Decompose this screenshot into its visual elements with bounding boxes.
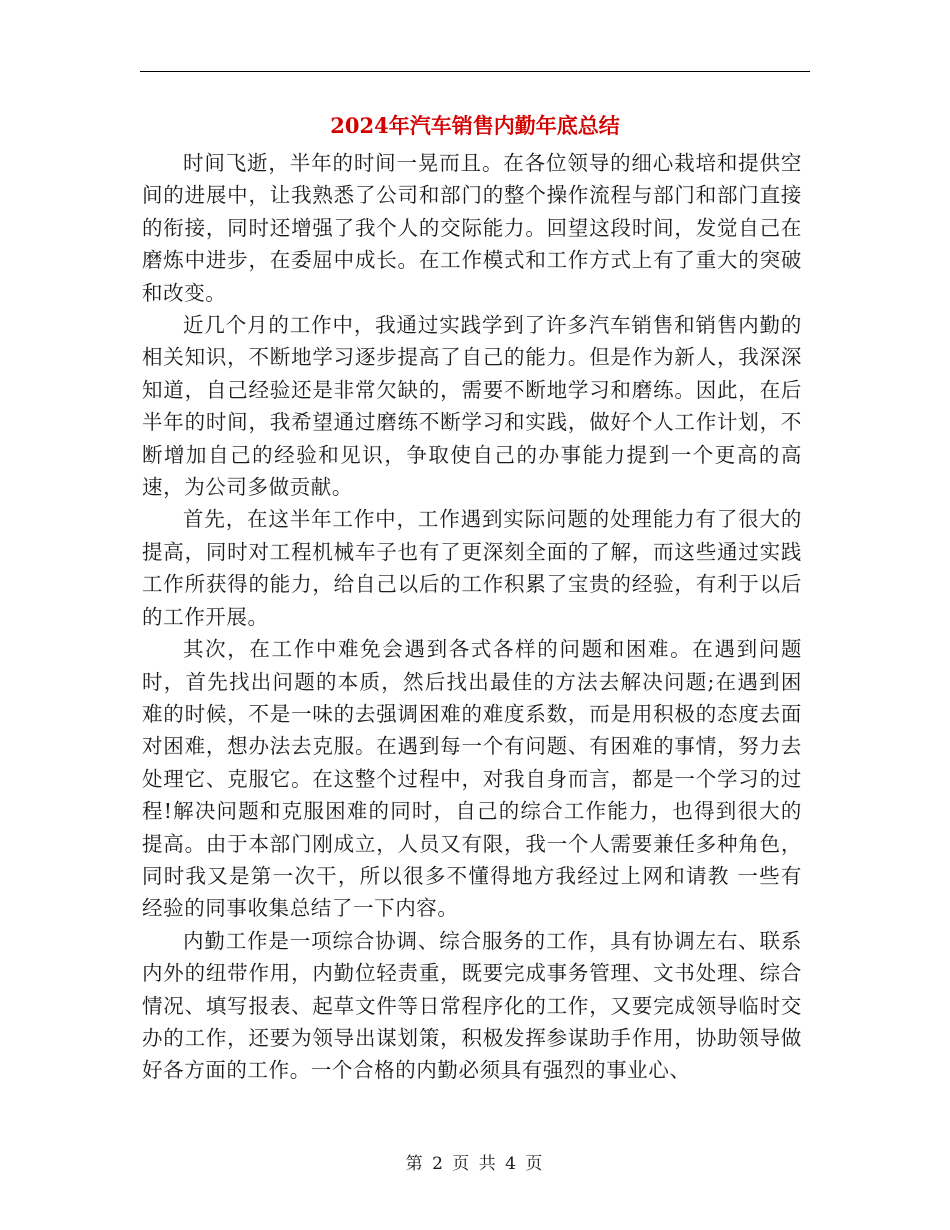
paragraph-1: 时间飞逝，半年的时间一晃而且。在各位领导的细心栽培和提供空间的进展中，让我熟悉了公司和部门的整个操作流程与部门和部门直接的衔接，同时还增强了我个人的交际能力。回望这段时间，发觉自己在磨炼中进步，在委屈中成长。在工作模式和工作方式上有了重大的突破和改变。: [142, 151, 802, 305]
header-rule: [140, 71, 810, 72]
document-body: [142, 147, 802, 1087]
document-title: 2024年汽车销售内勤年底总结: [330, 113, 620, 138]
paragraph-2: 近几个月的工作中，我通过实践学到了许多汽车销售和销售内勤的相关知识，不断地学习逐步提高了自己的能力。但是作为新人，我深深知道，自己经验还是非常欠缺的，需要不断地学习和磨练。因此，在后半年的时间，我希望通过磨练不断学习和实践，做好个人工作计划，不断增加自己的经验和见识，争取使自己的办事能力提到一个更高的高速，为公司多做贡献。: [142, 313, 802, 500]
paragraph-3: 首先，在这半年工作中，工作遇到实际问题的处理能力有了很大的提高，同时对工程机械车子也有了更深刻全面的了解，而这些通过实践工作所获得的能力，给自己以后的工作积累了宝贵的经验，有利于以后的工作开展。: [142, 507, 802, 629]
paragraph-4: 其次，在工作中难免会遇到各式各样的问题和困难。在遇到问题时，首先找出问题的本质，然后找出最佳的方法去解决问题;在遇到困难的时候，不是一味的去强调困难的难度系数，而是用积极的态度去面对困难，想办法去克服。在遇到每一个有问题、有困难的事情，努力去处理它、克服它。在这整个过程中，对我自身而言，都是一个学习的过程!解决问题和克服困难的同时，自己的综合工作能力，也得到很大的提高。由于本部门刚成立，人员又有限，我一个人需要兼任多种角色，同时我又是第一次干，所以很多不懂得地方我经过上网和请教 一些有经验的同事收集总结了一下内容。: [142, 637, 802, 921]
paragraph-5: 内勤工作是一项综合协调、综合服务的工作，具有协调左右、联系内外的纽带作用，内勤位轻责重，既要完成事务管理、文书处理、综合情况、填写报表、起草文件等日常程序化的工作，又要完成领导临时交办的工作，还要为领导出谋划策，积极发挥参谋助手作用，协助领导做好各方面的工作。一个合格的内勤必须具有强烈的事业心、: [142, 928, 802, 1083]
page-number-footer: 第 2 页 共 4 页: [405, 1154, 545, 1174]
